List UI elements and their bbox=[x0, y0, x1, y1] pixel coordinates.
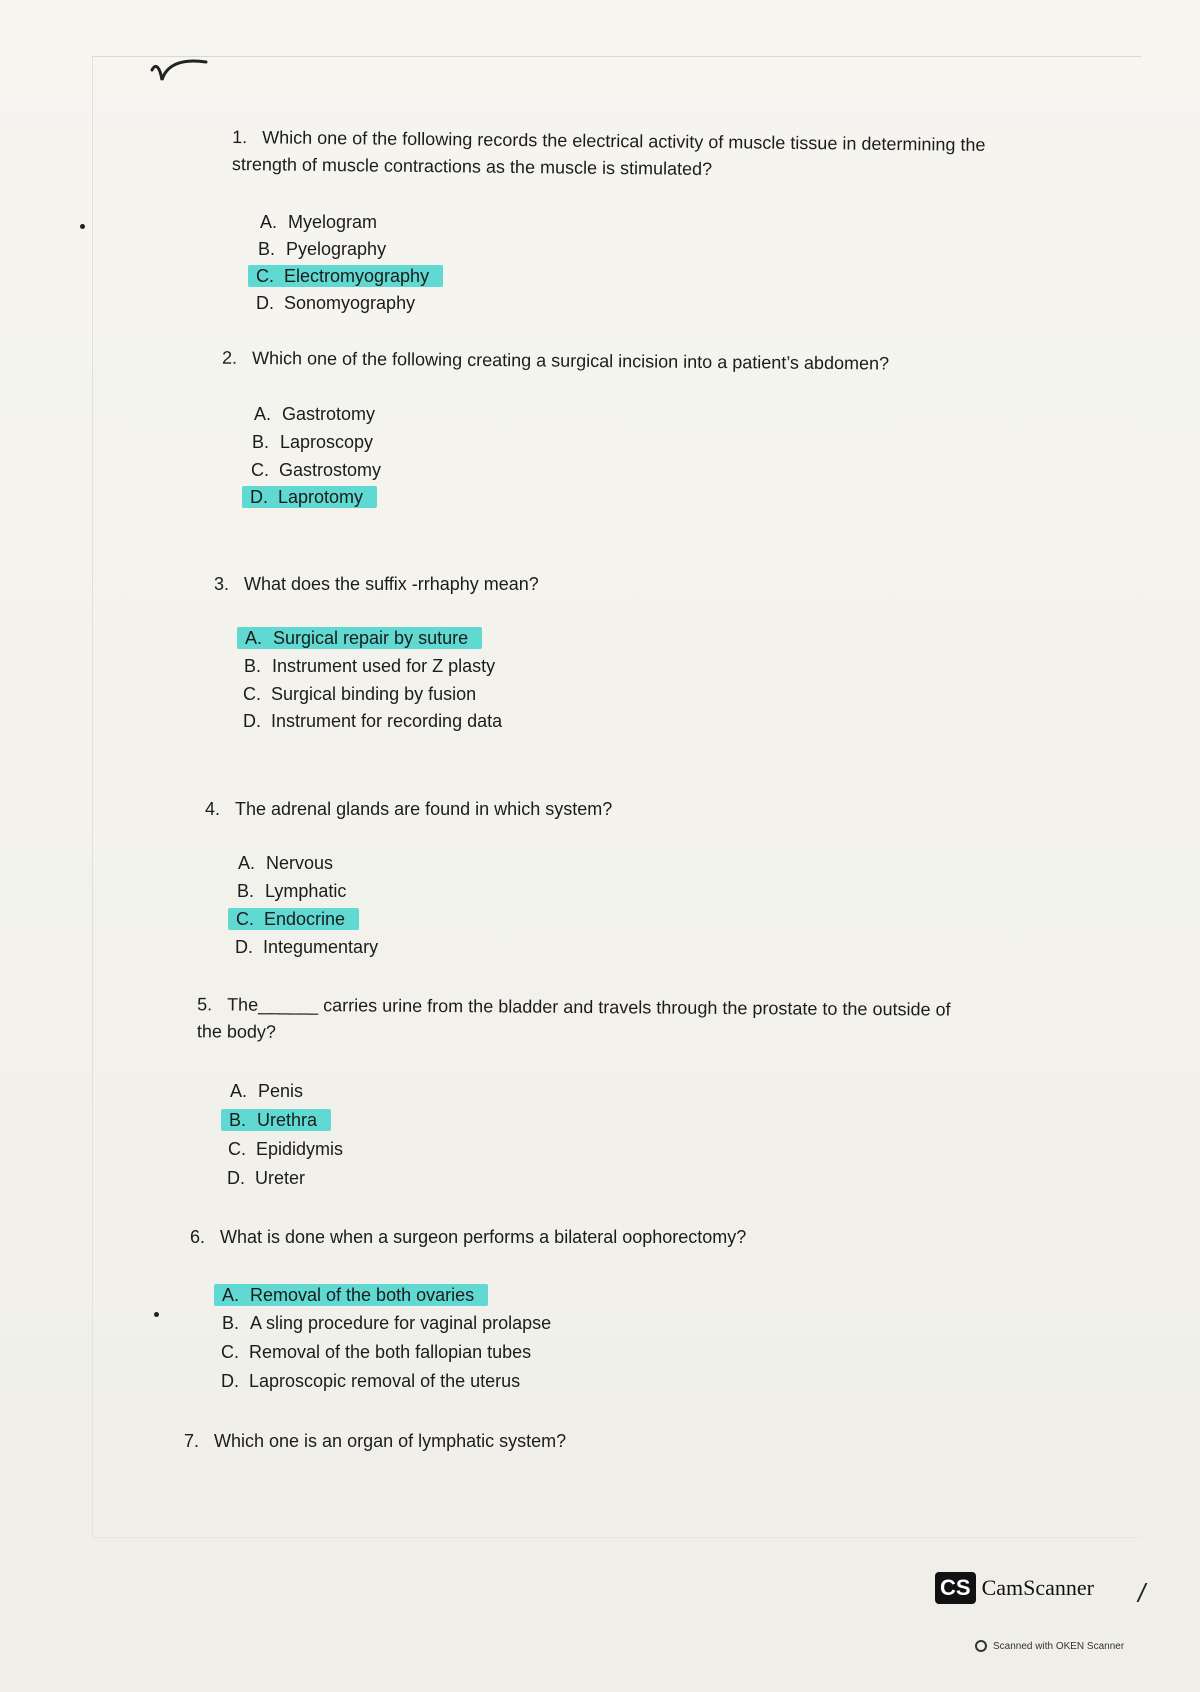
option-3c bbox=[243, 682, 476, 706]
option-letter: C. bbox=[228, 1139, 246, 1159]
option-5b bbox=[229, 1108, 331, 1132]
answer-highlight bbox=[228, 908, 359, 930]
answer-highlight bbox=[242, 486, 377, 508]
option-text: Gastrostomy bbox=[279, 460, 382, 480]
option-6c bbox=[221, 1340, 531, 1364]
camscanner-logo bbox=[935, 1572, 1094, 1604]
option-letter: D. bbox=[235, 937, 253, 957]
option-letter: D. bbox=[221, 1371, 239, 1391]
option-3a bbox=[245, 626, 482, 650]
question-6 bbox=[190, 1224, 960, 1251]
option-letter: B. bbox=[229, 1110, 247, 1130]
option-letter: B. bbox=[237, 881, 255, 901]
option-1c bbox=[256, 264, 443, 288]
question-number: 1. bbox=[232, 127, 248, 148]
question-number: 3. bbox=[214, 574, 230, 594]
answer-highlight bbox=[214, 1284, 488, 1306]
option-6a bbox=[222, 1283, 488, 1307]
option-text: Sonomyography bbox=[284, 293, 416, 313]
question-number: 7. bbox=[184, 1431, 200, 1451]
option-text: Surgical repair by suture bbox=[273, 628, 469, 648]
option-letter: A. bbox=[260, 212, 278, 232]
question-text: The______ carries urine from the bladder and travels through the prostate to the outside of the body? bbox=[196, 994, 951, 1042]
option-text: Removal of the both fallopian tubes bbox=[249, 1342, 532, 1362]
option-text: Electromyography bbox=[284, 266, 430, 286]
option-3d bbox=[243, 709, 502, 733]
option-text: Surgical binding by fusion bbox=[271, 684, 477, 704]
option-text: Laprotomy bbox=[278, 487, 364, 507]
oken-scanner-note bbox=[975, 1640, 1124, 1652]
scan-speck bbox=[154, 1312, 159, 1317]
option-text: Gastrotomy bbox=[282, 404, 376, 424]
handwritten-check-mark bbox=[150, 52, 210, 92]
page-mark: / bbox=[1138, 1578, 1146, 1608]
option-text: Laproscopy bbox=[280, 432, 374, 452]
option-1b bbox=[258, 237, 386, 261]
question-text: What is done when a surgeon performs a bilateral oophorectomy? bbox=[220, 1227, 747, 1247]
option-2d bbox=[250, 485, 377, 509]
camscanner-name: CamScanner bbox=[981, 1575, 1094, 1600]
option-4c bbox=[236, 907, 359, 931]
option-text: Instrument for recording data bbox=[271, 711, 503, 731]
option-text: Urethra bbox=[257, 1110, 318, 1130]
option-letter: A. bbox=[238, 853, 256, 873]
question-number: 5. bbox=[197, 994, 213, 1015]
option-letter: C. bbox=[243, 684, 261, 704]
option-text: Integumentary bbox=[263, 937, 379, 957]
option-letter: D. bbox=[256, 293, 274, 313]
option-text: Myelogram bbox=[288, 212, 378, 232]
option-letter: D. bbox=[243, 711, 261, 731]
question-number: 4. bbox=[205, 799, 221, 819]
answer-highlight bbox=[248, 265, 443, 287]
option-text: Endocrine bbox=[264, 909, 346, 929]
question-text: What does the suffix -rrhaphy mean? bbox=[244, 574, 539, 594]
option-letter: A. bbox=[245, 628, 263, 648]
option-text: Penis bbox=[258, 1081, 304, 1101]
option-letter: B. bbox=[258, 239, 276, 259]
option-letter: A. bbox=[222, 1285, 240, 1305]
option-2a bbox=[254, 402, 375, 426]
option-letter: A. bbox=[254, 404, 272, 424]
answer-highlight bbox=[237, 627, 482, 649]
option-1a bbox=[260, 210, 377, 234]
option-letter: B. bbox=[222, 1313, 240, 1333]
option-text: Ureter bbox=[255, 1168, 306, 1188]
oken-logo-icon bbox=[975, 1640, 987, 1652]
option-text: Laproscopic removal of the uterus bbox=[249, 1371, 521, 1391]
option-text: Instrument used for Z plasty bbox=[272, 656, 496, 676]
option-letter: D. bbox=[227, 1168, 245, 1188]
question-7 bbox=[184, 1428, 954, 1455]
option-6b bbox=[222, 1311, 551, 1335]
option-letter: A. bbox=[230, 1081, 248, 1101]
option-text: Pyelography bbox=[286, 239, 387, 259]
option-5c bbox=[228, 1137, 343, 1161]
option-letter: C. bbox=[251, 460, 269, 480]
option-text: Nervous bbox=[266, 853, 334, 873]
scan-note-text: Scanned with OKEN Scanner bbox=[993, 1640, 1125, 1652]
option-2b bbox=[252, 430, 373, 454]
option-3b bbox=[244, 654, 495, 678]
option-2c bbox=[251, 458, 381, 482]
answer-highlight bbox=[221, 1109, 331, 1131]
option-text: Lymphatic bbox=[265, 881, 347, 901]
option-text: Epididymis bbox=[256, 1139, 344, 1159]
option-6d bbox=[221, 1369, 520, 1393]
option-letter: B. bbox=[244, 656, 262, 676]
option-text: Removal of the both ovaries bbox=[250, 1285, 475, 1305]
option-letter: D. bbox=[250, 487, 268, 507]
option-1d bbox=[256, 291, 415, 315]
option-5a bbox=[230, 1079, 303, 1103]
option-5d bbox=[227, 1166, 305, 1190]
question-text: Which one of the following creating a surgical incision into a patient’s abdomen? bbox=[251, 347, 890, 374]
question-text: The adrenal glands are found in which system? bbox=[235, 799, 613, 819]
scan-speck bbox=[80, 224, 85, 229]
question-number: 2. bbox=[221, 347, 238, 368]
question-1 bbox=[232, 124, 993, 186]
question-number: 6. bbox=[190, 1227, 206, 1247]
option-4a bbox=[238, 851, 333, 875]
option-letter: C. bbox=[256, 266, 274, 286]
option-letter: B. bbox=[252, 432, 270, 452]
option-4b bbox=[237, 879, 346, 903]
question-text: Which one of the following records the electrical activity of muscle tissue in determining the strength of muscle contractions as the muscle is stimulated? bbox=[231, 127, 986, 180]
question-4 bbox=[205, 796, 965, 823]
question-text: Which one is an organ of lymphatic system? bbox=[214, 1431, 567, 1451]
question-5 bbox=[197, 991, 967, 1050]
option-letter: C. bbox=[236, 909, 254, 929]
option-4d bbox=[235, 935, 378, 959]
option-text: A sling procedure for vaginal prolapse bbox=[250, 1313, 552, 1333]
option-letter: C. bbox=[221, 1342, 239, 1362]
cs-badge: CS bbox=[935, 1572, 976, 1604]
question-3 bbox=[214, 571, 974, 598]
